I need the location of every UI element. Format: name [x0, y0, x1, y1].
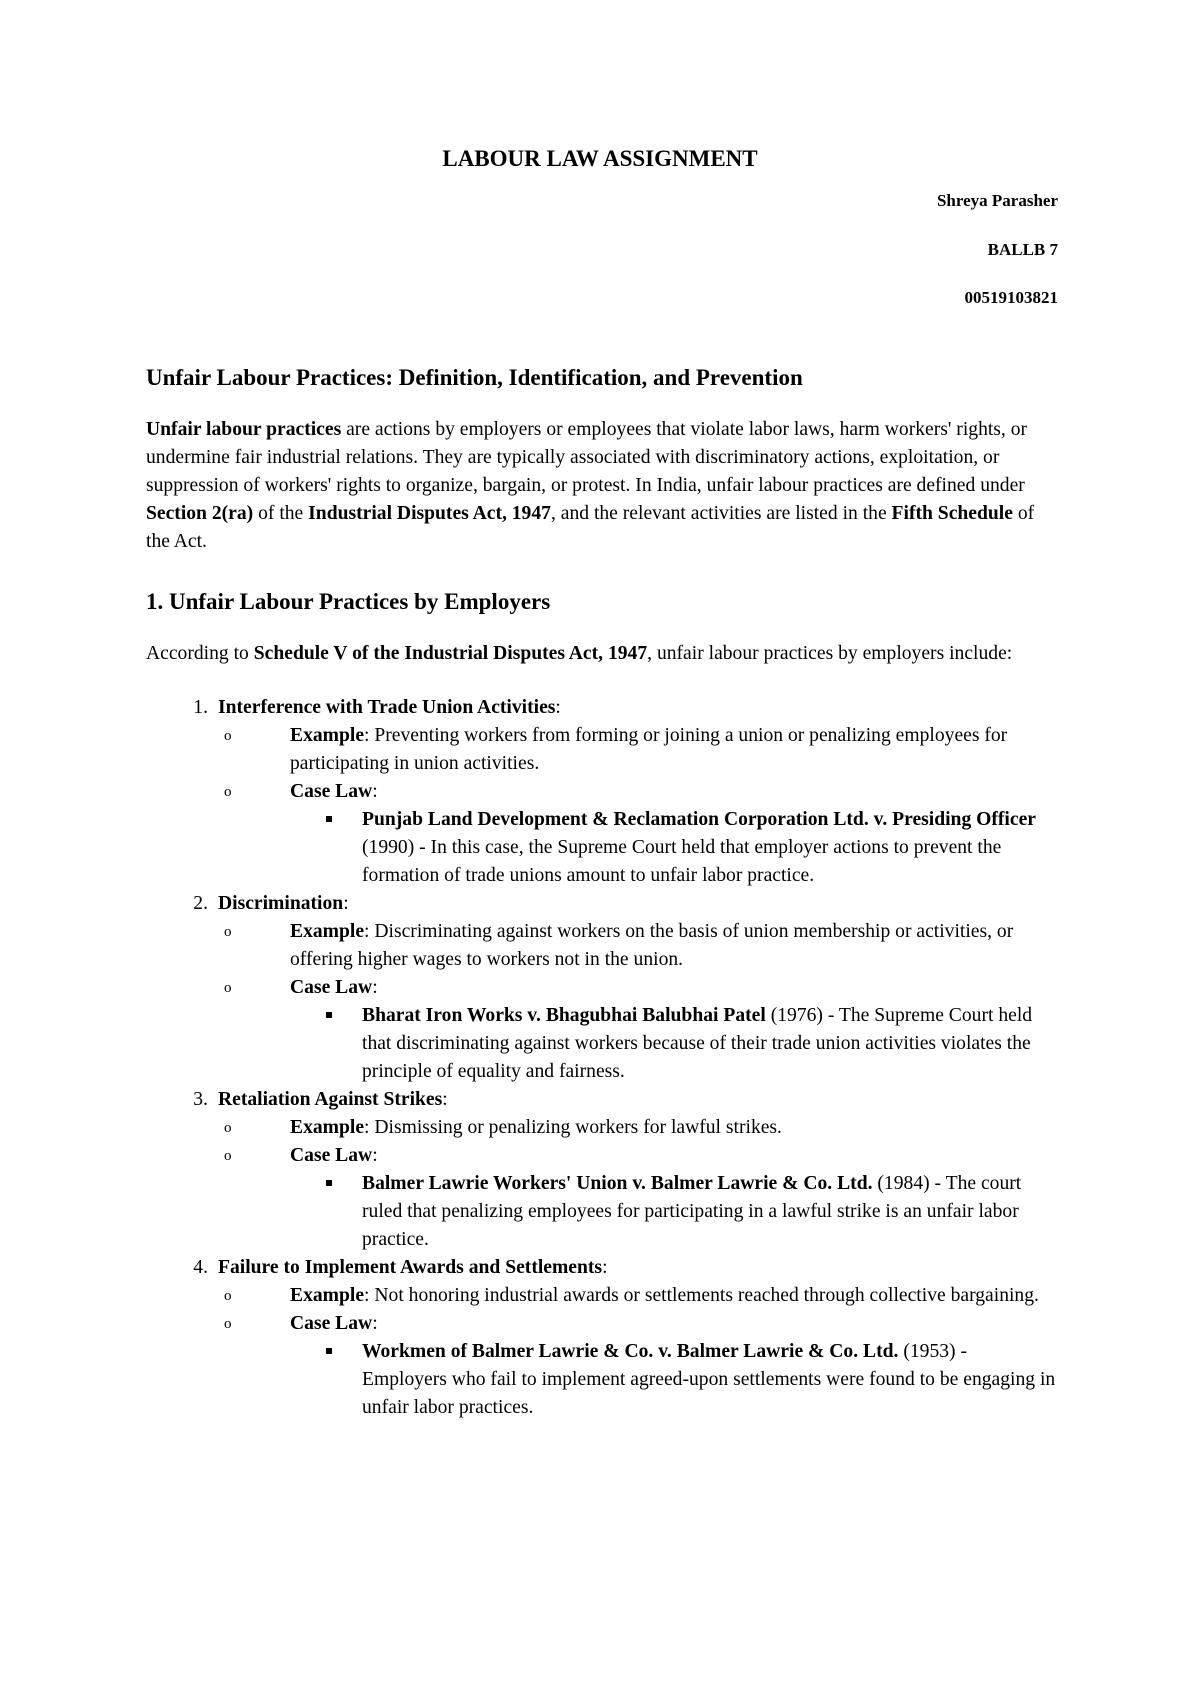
case-text: (1984) - The court ruled that penalizing employees for participating in a lawful strike is an unfair labor practice. [362, 1173, 1022, 1250]
course-name: BALLB 7 [987, 240, 1058, 259]
item-number: 4. [193, 1257, 208, 1278]
item-number: 2. [193, 893, 208, 914]
case-name: Bharat Iron Works v. Bhagubhai Balubhai Patel [362, 1005, 766, 1026]
roll-number: 00519103821 [964, 288, 1058, 307]
circle-bullet-icon: o [224, 980, 232, 996]
example-text: : Dismissing or penalizing workers for lawful strikes. [364, 1117, 782, 1138]
intro-paragraph: Unfair labour practices are actions by employers or employees that violate labor laws, harm workers' rights, or undermine fair industrial relations. They are typically associated with discriminatory actions, exploitation, or suppression of workers' rights to organize, bargain, or protest. In India, unfair labour practices are defined under Section 2(ra) of the Industrial Disputes Act, 1947, and the relevant activities are listed in the Fifth Schedule of the Act. [146, 419, 1035, 552]
circle-bullet-icon: o [224, 1316, 232, 1332]
section-heading: 1. Unfair Labour Practices by Employers [146, 589, 551, 614]
list-item: 4. Failure to Implement Awards and Settlements: o Example: Not honoring industrial awards or settlements reached through collective bargaining. o Case Law: Workmen of Balmer Lawrie & Co. v. Balmer Lawrie & Co. Ltd. (1953) - Employers who fail to implement agreed-upon settlements were found to be engaging in unfair labor practices. [146, 1254, 1056, 1422]
square-bullet-icon [290, 1002, 362, 1086]
item-number: 3. [193, 1089, 208, 1110]
item-title: Interference with Trade Union Activities [218, 697, 556, 718]
example-text: : Preventing workers from forming or joining a union or penalizing employees for participating in union activities. [290, 725, 1008, 774]
document-body [146, 362, 1056, 1422]
circle-bullet-icon: o [224, 1288, 232, 1304]
circle-bullet-icon: o [224, 784, 232, 800]
case-text: (1953) - Employers who fail to implement agreed-upon settlements were found to be engaging in unfair labor practices. [362, 1341, 1056, 1418]
circle-bullet-icon: o [224, 924, 232, 940]
author-name: Shreya Parasher [936, 191, 1058, 210]
square-bullet-icon [290, 1338, 362, 1422]
case-name: Workmen of Balmer Lawrie & Co. v. Balmer Lawrie & Co. Ltd. [362, 1341, 899, 1362]
item-number: 1. [193, 697, 208, 718]
list-item: 3. Retaliation Against Strikes: o Example: Dismissing or penalizing workers for lawful strikes. o Case Law: Balmer Lawrie Workers' Union v. Balmer Lawrie & Co. Ltd. (1984) - The court ruled that penalizing employees for participating in a lawful strike is an unfair labor practice. [146, 1086, 1056, 1254]
section-lead-paragraph: According to Schedule V of the Industrial Disputes Act, 1947, unfair labour practices by employers include: [146, 643, 1013, 664]
list-item: 2. Discrimination: o Example: Discriminating against workers on the basis of union membership or activities, or offering higher wages to workers not in the union. o Case Law: Bharat Iron Works v. Bhagubhai Balubhai Patel (1976) - The Supreme Court held that discriminating against workers because of their trade union activities violates the principle of equality and fairness. [146, 890, 1056, 1086]
circle-bullet-icon: o [224, 1148, 232, 1164]
document-title: LABOUR LAW ASSIGNMENT [442, 146, 758, 171]
item-title: Discrimination [218, 893, 344, 914]
case-name: Punjab Land Development & Reclamation Corporation Ltd. v. Presiding Officer [362, 809, 1036, 830]
example-text: : Not honoring industrial awards or settlements reached through collective bargaining. [364, 1285, 1039, 1306]
circle-bullet-icon: o [224, 1120, 232, 1136]
circle-bullet-icon: o [224, 728, 232, 744]
case-name: Balmer Lawrie Workers' Union v. Balmer Lawrie & Co. Ltd. [362, 1173, 873, 1194]
item-title: Retaliation Against Strikes [218, 1089, 443, 1110]
example-text: : Discriminating against workers on the basis of union membership or activities, or offering higher wages to workers not in the union. [290, 921, 1014, 970]
item-title: Failure to Implement Awards and Settlements [218, 1257, 603, 1278]
case-text: (1990) - In this case, the Supreme Court held that employer actions to prevent the formation of trade unions amount to unfair labor practice. [362, 837, 1002, 886]
square-bullet-icon [290, 1170, 362, 1254]
square-bullet-icon [290, 806, 362, 890]
main-heading: Unfair Labour Practices: Definition, Identification, and Prevention [146, 365, 803, 390]
list-item: 1. Interference with Trade Union Activities: o Example: Preventing workers from forming or joining a union or penalizing employees for participating in union activities. o Case Law: Punjab Land Development & Reclamation Corporation Ltd. v. Presiding Officer (1990) - In this case, the Supreme Court held that employer actions to prevent the formation of trade unions amount to unfair labor practice. [146, 694, 1056, 890]
practices-list [146, 694, 1056, 1422]
case-text: (1976) - The Supreme Court held that discriminating against workers because of their trade union activities violates the principle of equality and fairness. [362, 1005, 1033, 1082]
